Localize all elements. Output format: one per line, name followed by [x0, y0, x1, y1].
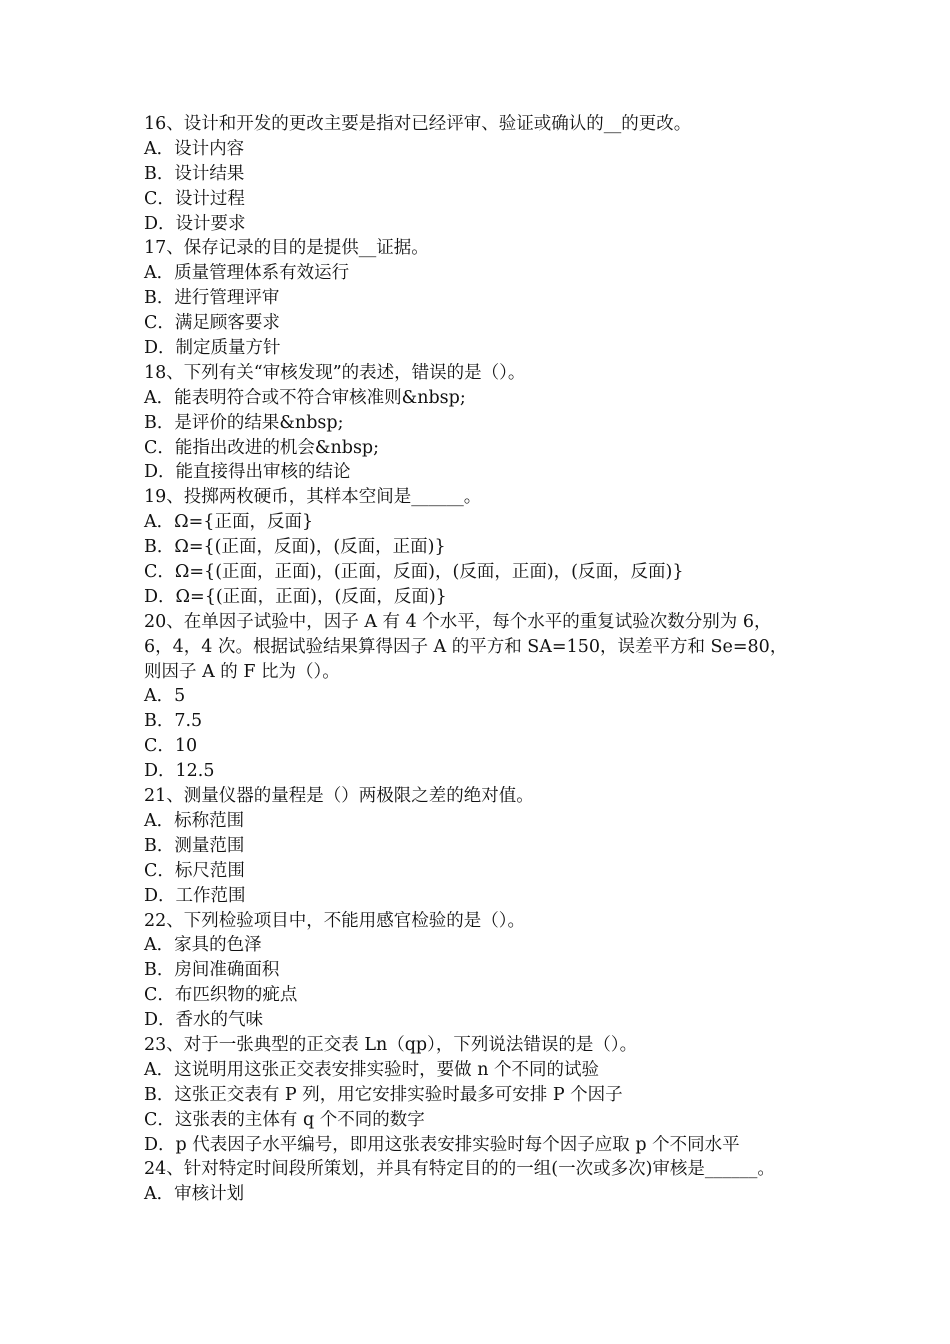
option-18-b: B．是评价的结果&nbsp; — [144, 412, 344, 433]
option-16-d: D．设计要求 — [144, 213, 246, 234]
option-23-a: A．这说明用这张正交表安排实验时，要做 n 个不同的试验 — [144, 1059, 600, 1080]
option-23-b: B．这张正交表有 P 列，用它安排实验时最多可安排 P 个因子 — [144, 1084, 623, 1105]
option-17-c: C．满足顾客要求 — [144, 313, 280, 334]
option-20-b: B．7.5 — [144, 711, 203, 732]
option-22-c: C．布匹织物的疵点 — [144, 985, 298, 1006]
question-18: 18、下列有关“审核发现”的表述，错误的是（）。 — [144, 362, 526, 383]
option-17-a: A．质量管理体系有效运行 — [144, 263, 350, 284]
option-19-c: C．Ω={(正面，正面)，(正面，反面)，(反面，正面)，(反面，反面)} — [144, 562, 684, 583]
option-17-b: B．进行管理评审 — [144, 288, 280, 309]
question-21: 21、测量仪器的量程是（）两极限之差的绝对值。 — [144, 786, 534, 807]
question-24: 24、针对特定时间段所策划，并具有特定目的的一组(一次或多次)审核是______。 — [144, 1159, 775, 1180]
option-22-b: B．房间准确面积 — [144, 960, 280, 981]
option-21-a: A．标称范围 — [144, 810, 245, 831]
option-22-d: D．香水的气味 — [144, 1010, 264, 1031]
question-20-line-1: 20、在单因子试验中，因子 A 有 4 个水平，每个水平的重复试验次数分别为 6， — [144, 611, 772, 632]
question-20-line-3: 则因子 A 的 F 比为（）。 — [144, 661, 340, 682]
option-17-d: D．制定质量方针 — [144, 338, 281, 359]
option-21-c: C．标尺范围 — [144, 860, 245, 881]
option-24-a: A．审核计划 — [144, 1184, 245, 1205]
document-page — [144, 112, 824, 1207]
question-16: 16、设计和开发的更改主要是指对已经评审、验证或确认的__的更改。 — [144, 114, 692, 134]
option-23-c: C．这张表的主体有 q 个不同的数字 — [144, 1109, 425, 1130]
option-22-a: A．家具的色泽 — [144, 935, 262, 956]
option-19-d: D．Ω={(正面，正面)，(反面，反面)} — [144, 586, 447, 607]
option-18-d: D．能直接得出审核的结论 — [144, 462, 351, 483]
option-18-a: A．能表明符合或不符合审核准则&nbsp; — [144, 387, 466, 408]
option-16-b: B．设计结果 — [144, 163, 245, 184]
option-18-c: C．能指出改进的机会&nbsp; — [144, 437, 380, 458]
option-23-d: D．p 代表因子水平编号，即用这张表安排实验时每个因子应取 p 个不同水平 — [144, 1134, 740, 1155]
option-20-d: D．12.5 — [144, 761, 215, 782]
option-21-b: B．测量范围 — [144, 835, 245, 856]
option-19-b: B．Ω={(正面，反面)，(反面，正面)} — [144, 537, 446, 558]
option-19-a: A．Ω={正面，反面} — [144, 512, 314, 533]
question-20-line-2: 6，4，4 次。根据试验结果算得因子 A 的平方和 SA=150，误差平方和 Se=80， — [144, 636, 788, 657]
question-17: 17、保存记录的目的是提供__证据。 — [144, 238, 429, 259]
option-16-c: C．设计过程 — [144, 188, 245, 209]
option-20-a: A．5 — [144, 686, 186, 707]
option-21-d: D．工作范围 — [144, 885, 246, 906]
question-22: 22、下列检验项目中，不能用感官检验的是（）。 — [144, 910, 526, 931]
option-16-a: A．设计内容 — [144, 138, 245, 159]
option-20-c: C．10 — [144, 736, 198, 757]
question-19: 19、投掷两枚硬币，其样本空间是______。 — [144, 487, 482, 508]
question-23: 23、对于一张典型的正交表 Ln（qp），下列说法错误的是（）。 — [144, 1034, 638, 1055]
